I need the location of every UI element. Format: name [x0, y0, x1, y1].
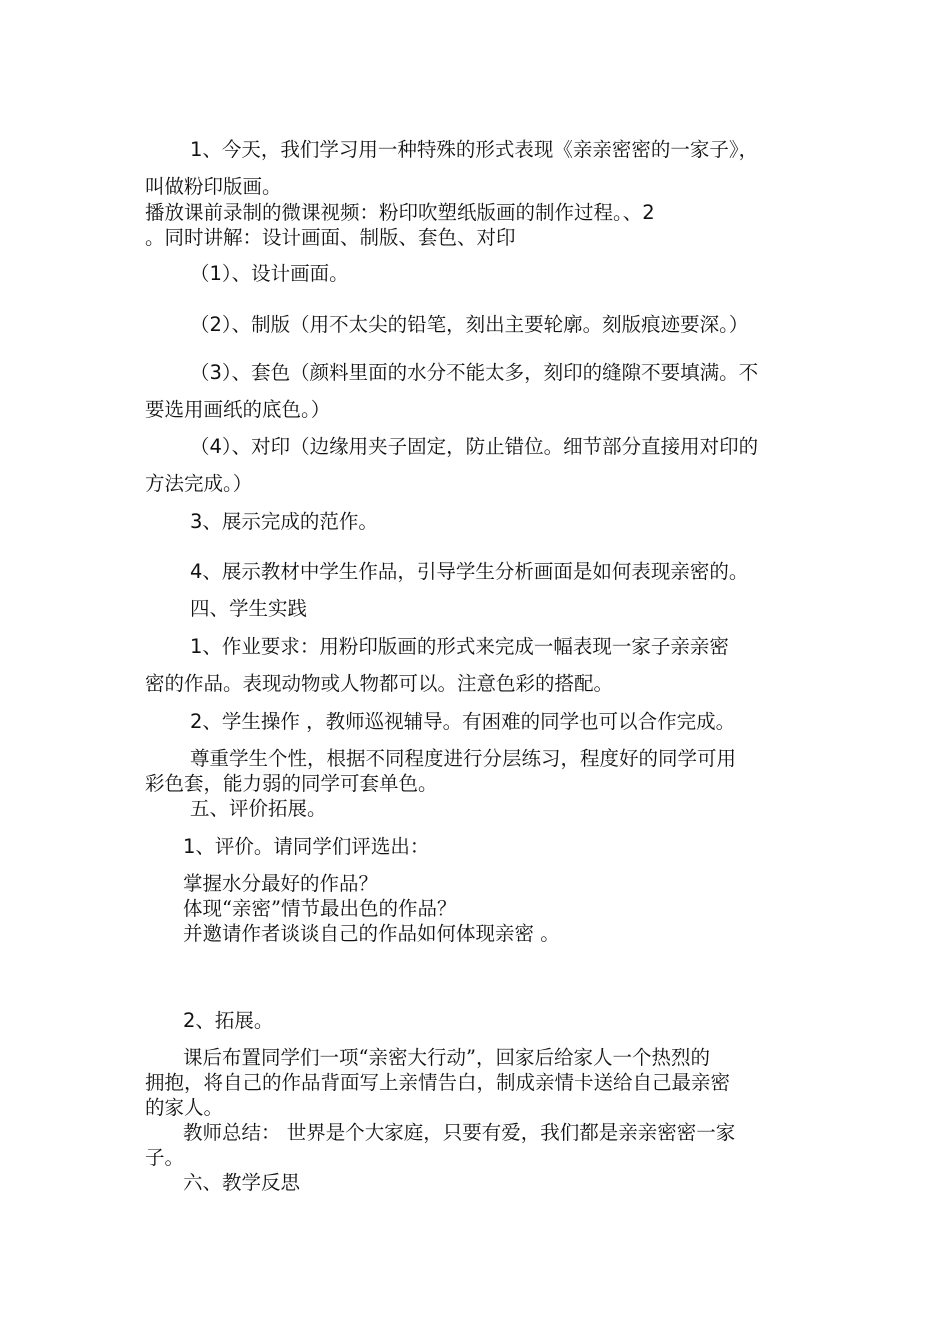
- section-heading: 六、教学反思: [183, 1171, 301, 1194]
- paragraph-line: 密的作品。表现动物或人物都可以。注意色彩的搭配。: [145, 672, 614, 695]
- paragraph-line: 1、今天，我们学习用一种特殊的形式表现《亲亲密密的一家子》，: [190, 138, 759, 161]
- section-heading: 四、学生实践: [190, 597, 308, 620]
- paragraph-line: 掌握水分最好的作品？: [183, 872, 379, 895]
- paragraph-line: 叫做粉印版画。: [145, 175, 282, 198]
- paragraph-line: 要选用画纸的底色。）: [145, 398, 331, 421]
- paragraph-line: （4）、对印（边缘用夹子固定，防止错位。细节部分直接用对印的: [190, 435, 759, 458]
- paragraph-line: 拥抱，将自己的作品背面写上亲情告白，制成亲情卡送给自己最亲密: [145, 1071, 731, 1094]
- paragraph-line: 体现“亲密”情节最出色的作品？: [183, 897, 457, 920]
- paragraph-line: （2）、制版（用不太尖的铅笔，刻出主要轮廓。刻版痕迹要深。）: [190, 313, 749, 336]
- paragraph-line: 彩色套，能力弱的同学可套单色。: [145, 772, 438, 795]
- paragraph-line: 播放课前录制的微课视频：粉印吹塑纸版画的制作过程。、2: [145, 201, 655, 224]
- paragraph-line: 。同时讲解：设计画面、制版、套色、对印: [145, 226, 516, 249]
- paragraph-line: 尊重学生个性，根据不同程度进行分层练习，程度好的同学可用: [190, 747, 737, 770]
- paragraph-line: （3）、套色（颜料里面的水分不能太多，刻印的缝隙不要填满。不: [190, 361, 759, 384]
- paragraph-line: 子。: [145, 1146, 185, 1169]
- paragraph-line: 课后布置同学们一项“亲密大行动”，回家后给家人一个热烈的: [183, 1046, 710, 1069]
- paragraph-line: 4、展示教材中学生作品，引导学生分析画面是如何表现亲密的。: [190, 560, 749, 583]
- paragraph-line: 2、学生操作 ，教师巡视辅导。有困难的同学也可以合作完成。: [190, 710, 736, 733]
- paragraph-line: 方法完成。）: [145, 472, 253, 495]
- paragraph-line: （1）、设计画面。: [190, 262, 349, 285]
- paragraph-line: 并邀请作者谈谈自己的作品如何体现亲密 。: [183, 922, 560, 945]
- paragraph-line: 3、展示完成的范作。: [190, 510, 378, 533]
- paragraph-line: 的家人。: [145, 1096, 224, 1119]
- paragraph-line: 1、评价。请同学们评选出：: [183, 835, 430, 858]
- paragraph-line: 教师总结： 世界是个大家庭，只要有爱，我们都是亲亲密密一家: [183, 1121, 736, 1144]
- paragraph-line: 2、拓展。: [183, 1009, 274, 1032]
- section-heading: 五、评价拓展。: [190, 797, 327, 820]
- paragraph-line: 1、作业要求：用粉印版画的形式来完成一幅表现一家子亲亲密: [190, 635, 729, 658]
